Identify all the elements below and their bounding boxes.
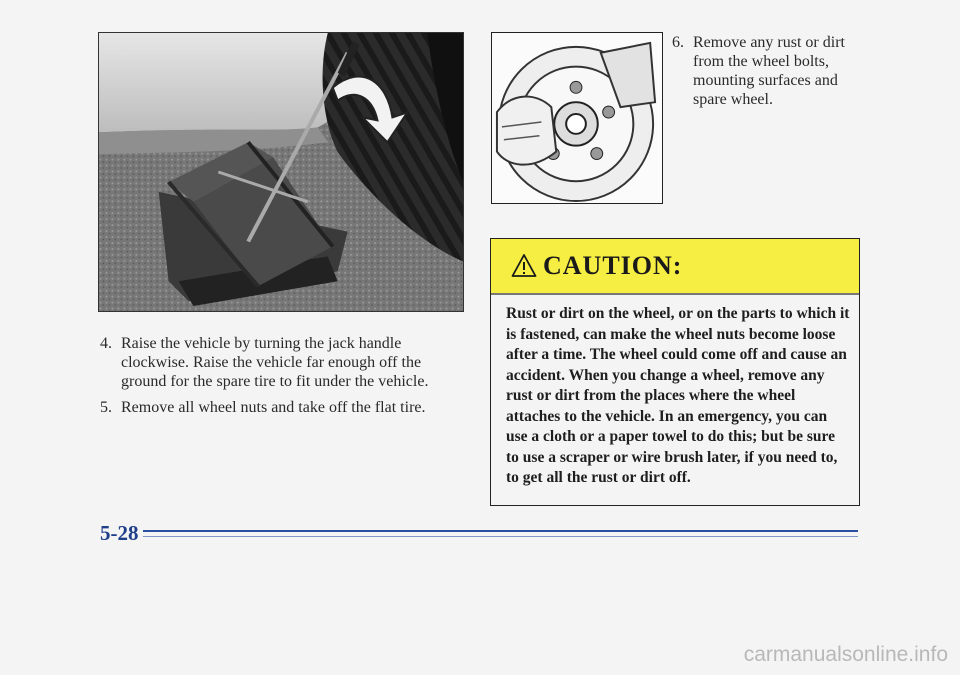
step-number: 5. xyxy=(100,399,112,416)
footer-rule-thin xyxy=(143,536,858,537)
wheel-hub-photo xyxy=(491,32,663,204)
footer-rule xyxy=(143,530,858,532)
step-4 xyxy=(100,334,460,394)
step-6 xyxy=(672,33,872,113)
step-5 xyxy=(100,398,460,420)
caution-text: Rust or dirt on the wheel, or on the parts to which it is fastened, can make the wheel nuts become loose after a time. The wheel could come off and cause an accident. When you change a wheel, remove any rust or dirt from the places where the wheel attaches to the vehicle. In an emergency, you can use a cloth or a paper towel to do this; but be sure to use a scraper or wire brush later, if you need to, to get all the rust or dirt off. xyxy=(506,305,850,486)
step-text: Raise the vehicle by turning the jack handle clockwise. Raise the vehicle far enough off the ground for the spare tire to fit under the vehicle. xyxy=(121,335,429,390)
wheel-hub-illustration xyxy=(492,33,662,203)
jack-photo xyxy=(98,32,464,312)
step-number: 4. xyxy=(100,335,112,352)
caution-header xyxy=(491,239,859,295)
page-number: 5-28 xyxy=(100,521,139,545)
step-text: Remove all wheel nuts and take off the flat tire. xyxy=(121,399,426,416)
step-text: Remove any rust or dirt from the wheel bolts, mounting surfaces and spare wheel. xyxy=(693,34,845,108)
watermark: carmanualsonline.info xyxy=(743,643,948,666)
caution-box xyxy=(490,238,860,506)
step-number: 6. xyxy=(672,34,684,51)
jack-illustration xyxy=(99,33,463,311)
caution-title: CAUTION: xyxy=(543,251,683,280)
warning-triangle-icon xyxy=(511,253,537,279)
